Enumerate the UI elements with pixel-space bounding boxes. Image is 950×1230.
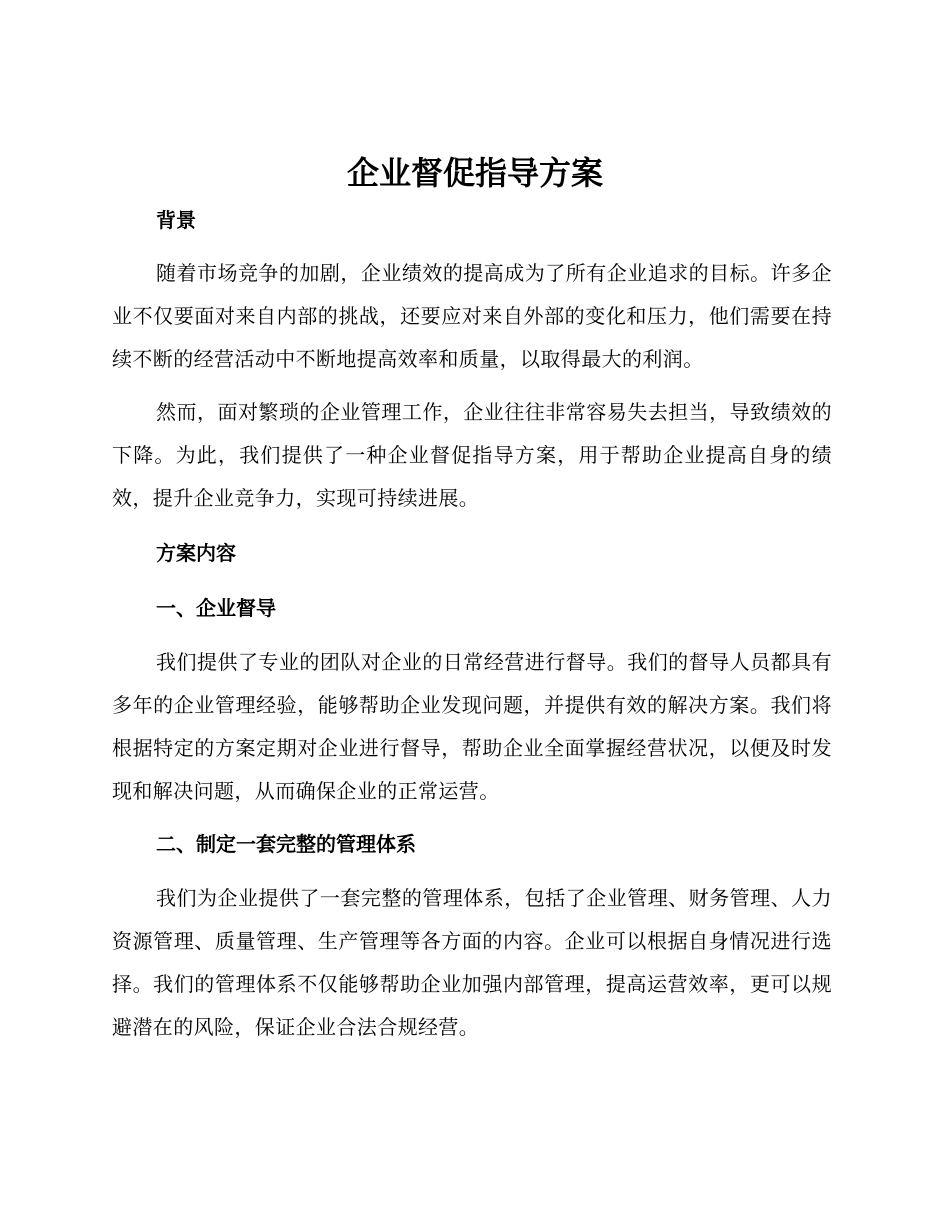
- section-heading-background: 背景: [156, 208, 196, 232]
- management-system-paragraph: 我们为企业提供了一套完整的管理体系，包括了企业管理、财务管理、人力资源管理、质量管理、生产管理等各方面的内容。企业可以根据自身情况进行选择。我们的管理体系不仅能够帮助企业加强内部管理，提高运营效率，更可以规避潜在的风险，保证企业合法合规经营。: [112, 886, 832, 1039]
- section-heading-supervision: 一、企业督导: [156, 596, 276, 620]
- background-paragraph-2: 然而，面对繁琐的企业管理工作，企业往往非常容易失去担当，导致绩效的下降。为此，我们提供了一种企业督促指导方案，用于帮助企业提高自身的绩效，提升企业竞争力，实现可持续进展。: [112, 400, 832, 510]
- section-heading-management-system: 二、制定一套完整的管理体系: [156, 832, 416, 856]
- supervision-paragraph: 我们提供了专业的团队对企业的日常经营进行督导。我们的督导人员都具有多年的企业管理经验，能够帮助企业发现问题，并提供有效的解决方案。我们将根据特定的方案定期对企业进行督导，帮助企业全面掌握经营状况，以便及时发现和解决问题，从而确保企业的正常运营。: [112, 650, 832, 803]
- background-paragraph-1: 随着市场竞争的加剧，企业绩效的提高成为了所有企业追求的目标。许多企业不仅要面对来自内部的挑战，还要应对来自外部的变化和压力，他们需要在持续不断的经营活动中不断地提高效率和质量，以取得最大的利润。: [112, 261, 832, 371]
- section-heading-content: 方案内容: [156, 541, 236, 565]
- document-title: 企业督促指导方案: [346, 154, 603, 192]
